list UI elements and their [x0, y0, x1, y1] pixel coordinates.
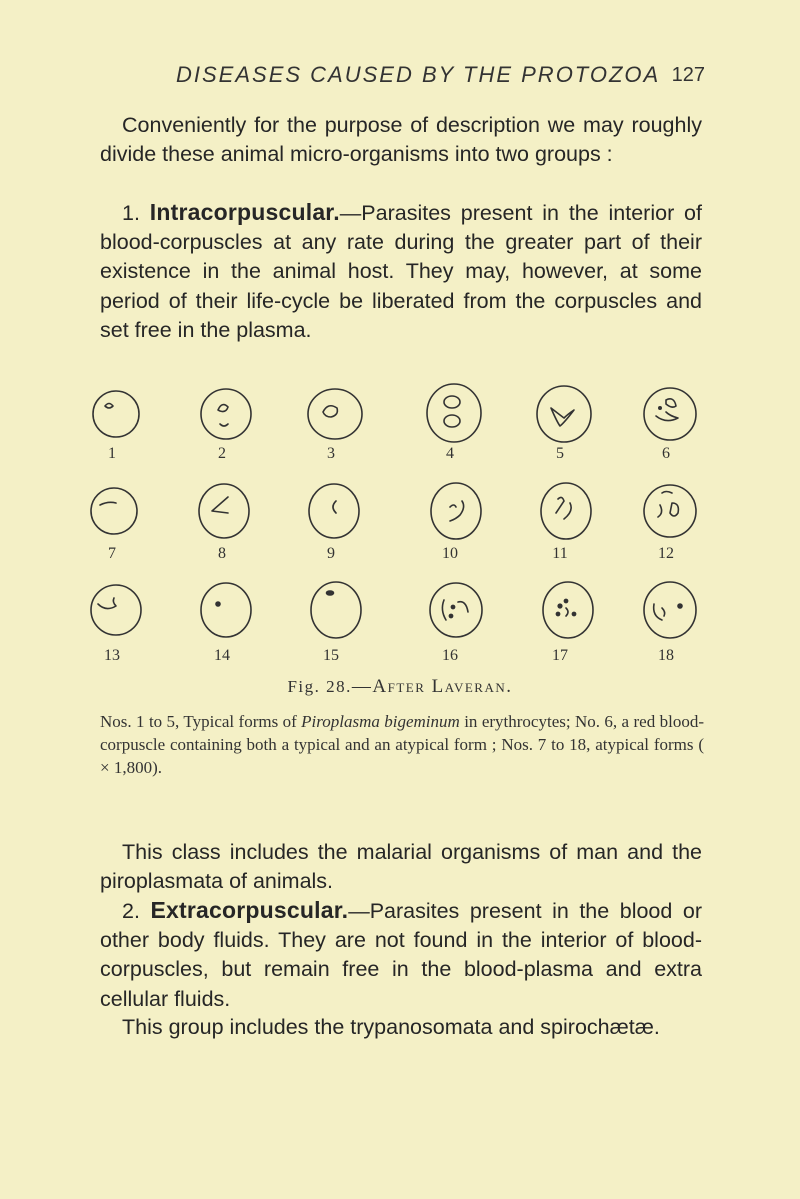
figure-label-2: 2: [218, 445, 226, 462]
figure-label-7: 7: [108, 545, 116, 562]
corpuscle-16: [430, 583, 482, 637]
figure-label-18: 18: [658, 647, 674, 664]
legend-species: Piroplasma bigeminum: [301, 712, 460, 731]
figure-label-10: 10: [442, 545, 458, 562]
corpuscle-4: [427, 384, 481, 442]
figure-label-11: 11: [552, 545, 568, 562]
figure-caption: [0, 676, 800, 698]
figure-label-16: 16: [442, 647, 458, 664]
corpuscle-5: [537, 386, 591, 442]
figure-number: Fig. 28.: [287, 677, 352, 696]
class-paragraph: [100, 838, 702, 896]
corpuscle-12: [644, 485, 696, 537]
page-number: 127: [671, 64, 705, 86]
corpuscle-11: [541, 483, 591, 539]
figure-label-14: 14: [214, 647, 230, 664]
legend-suffix: in erythrocytes; No. 6, a red blood-corpuscle containing both a typical and an atypical form ; Nos. 7 to 18, atypical forms ( × 1,800).: [100, 712, 704, 777]
section2-heading: Extracorpuscular.: [150, 897, 349, 923]
corpuscle-7: [91, 488, 137, 534]
figure-label-1: 1: [108, 445, 116, 462]
corpuscle-10: [431, 483, 481, 539]
figure-label-8: 8: [218, 545, 226, 562]
figure-label-15: 15: [323, 647, 339, 664]
figure-label-6: 6: [662, 445, 670, 462]
group-paragraph: [100, 1013, 702, 1042]
running-header: [100, 62, 705, 92]
corpuscle-13: [91, 585, 141, 635]
blood-corpuscle-illustration: [90, 376, 710, 666]
corpuscle-14: [201, 583, 251, 637]
section1-paragraph: [100, 198, 702, 345]
section2-paragraph: [100, 896, 702, 1014]
figure-label-17: 17: [552, 647, 568, 664]
corpuscle-3: [308, 389, 362, 439]
figure-label-9: 9: [327, 545, 335, 562]
corpuscle-17: [543, 582, 593, 638]
figure-label-4: 4: [446, 445, 454, 462]
figure-label-5: 5: [556, 445, 564, 462]
intro-text: Conveniently for the purpose of description we may roughly divide these animal micro-organisms into two groups :: [100, 113, 702, 167]
figure-legend: [100, 710, 704, 779]
corpuscle-2: [201, 389, 251, 439]
corpuscle-18: [644, 582, 696, 638]
figure-label-13: 13: [104, 647, 120, 664]
corpuscle-1: [93, 391, 139, 437]
corpuscle-6: [644, 388, 696, 440]
section1-heading: Intracorpuscular.: [149, 199, 340, 225]
class-text: This class includes the malarial organisms of man and the piroplasmata of animals.: [100, 840, 702, 894]
figure-label-3: 3: [327, 445, 335, 462]
figure-label-12: 12: [658, 545, 674, 562]
figure-source: —After Laveran.: [351, 676, 513, 697]
legend-prefix: Nos. 1 to 5, Typical forms of: [100, 712, 302, 731]
header-title: DISEASES CAUSED BY THE PROTOZOA: [176, 62, 661, 87]
section1-number: 1.: [122, 201, 140, 225]
group-text: This group includes the trypanosomata and spirochætæ.: [122, 1015, 660, 1039]
figure-28: [90, 376, 710, 666]
corpuscle-15: [311, 582, 361, 638]
corpuscle-8: [199, 484, 249, 538]
section2-text: —Parasites present in the blood or other body fluids. They are not found in the interior of blood-corpuscles, but remain free in the blood-plasma and extra cellular fluids.: [100, 899, 702, 1011]
section1-text: —Parasites present in the interior of blood-corpuscles at any rate during the greater part of their existence in the animal host. They may, however, at some period of their life-cycle be liberated from the corpuscles and set free in the plasma.: [100, 201, 702, 342]
corpuscle-9: [309, 484, 359, 538]
section2-number: 2.: [122, 899, 140, 923]
intro-paragraph: [100, 111, 702, 169]
